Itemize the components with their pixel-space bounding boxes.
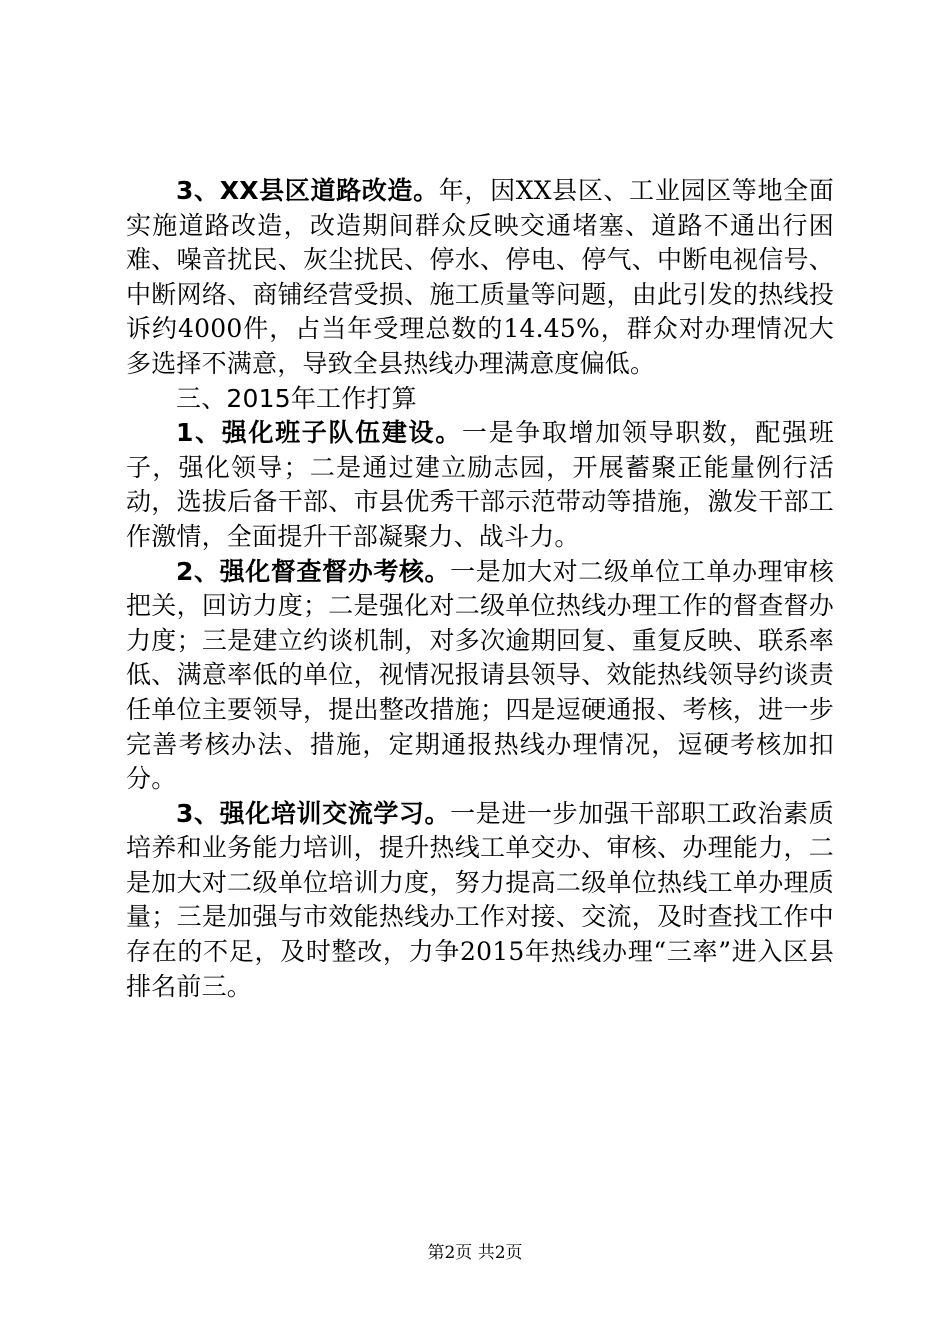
paragraph-text: 年，因XX县区、工业园区等地全面实施道路改造，改造期间群众反映交通堵塞、道路不通出行困难、噪音扰民、灰尘扰民、停水、停电、停气、中断电视信号、中断网络、商铺经营受损、施工质量等问题，由此引发的热线投诉约4000件，占当年受理总数的14.45%，群众对办理情况大多选择不满意，导致全县热线办理满意度偏低。: [126, 176, 834, 378]
document-body: [126, 174, 834, 1004]
paragraph-text: 一是进一步加强干部职工政治素质培养和业务能力培训，提升热线工单交办、审核、办理能力，二是加大对二级单位培训力度，努力提高二级单位热线工单办理质量；三是加强与市效能热线办工作对接、交流，及时查找工作中存在的不足，及时整改，力争2015年热线办理“三率”进入区县排名前三。: [126, 798, 834, 1001]
paragraph-supervision: [126, 555, 834, 797]
paragraph-lead: 1、强化班子队伍建设。: [176, 418, 462, 448]
paragraph-text: 一是加大对二级单位工单办理审核把关，回访力度；二是强化对二级单位热线办理工作的督查督办力度；三是建立约谈机制，对多次逾期回复、重复反映、联系率低、满意率低的单位，视情况报请县领导、效能热线领导约谈责任单位主要领导，提出整改措施；四是逗硬通报、考核，进一步完善考核办法、措施，定期通报热线办理情况，逗硬考核加扣分。: [126, 556, 834, 794]
paragraph-training: [126, 797, 834, 1005]
paragraph-lead: 3、强化培训交流学习。: [176, 798, 451, 828]
page-number-footer: 第2页 共2页: [427, 1243, 523, 1263]
paragraph-team-building: [126, 416, 834, 554]
paragraph-lead: 3、XX县区道路改造。: [176, 176, 439, 205]
paragraph-lead: 2、强化督查督办考核。: [176, 556, 451, 586]
paragraph-road-renovation: [126, 174, 834, 382]
section-heading: 三、2015年工作打算: [176, 383, 417, 413]
paragraph-text: 一是争取增加领导职数，配强班子，强化领导；二是通过建立励志园，开展蓄聚正能量例行活动，选拔后备干部、市县优秀干部示范带动等措施，激发干部工作激情，全面提升干部凝聚力、战斗力。: [126, 418, 834, 551]
